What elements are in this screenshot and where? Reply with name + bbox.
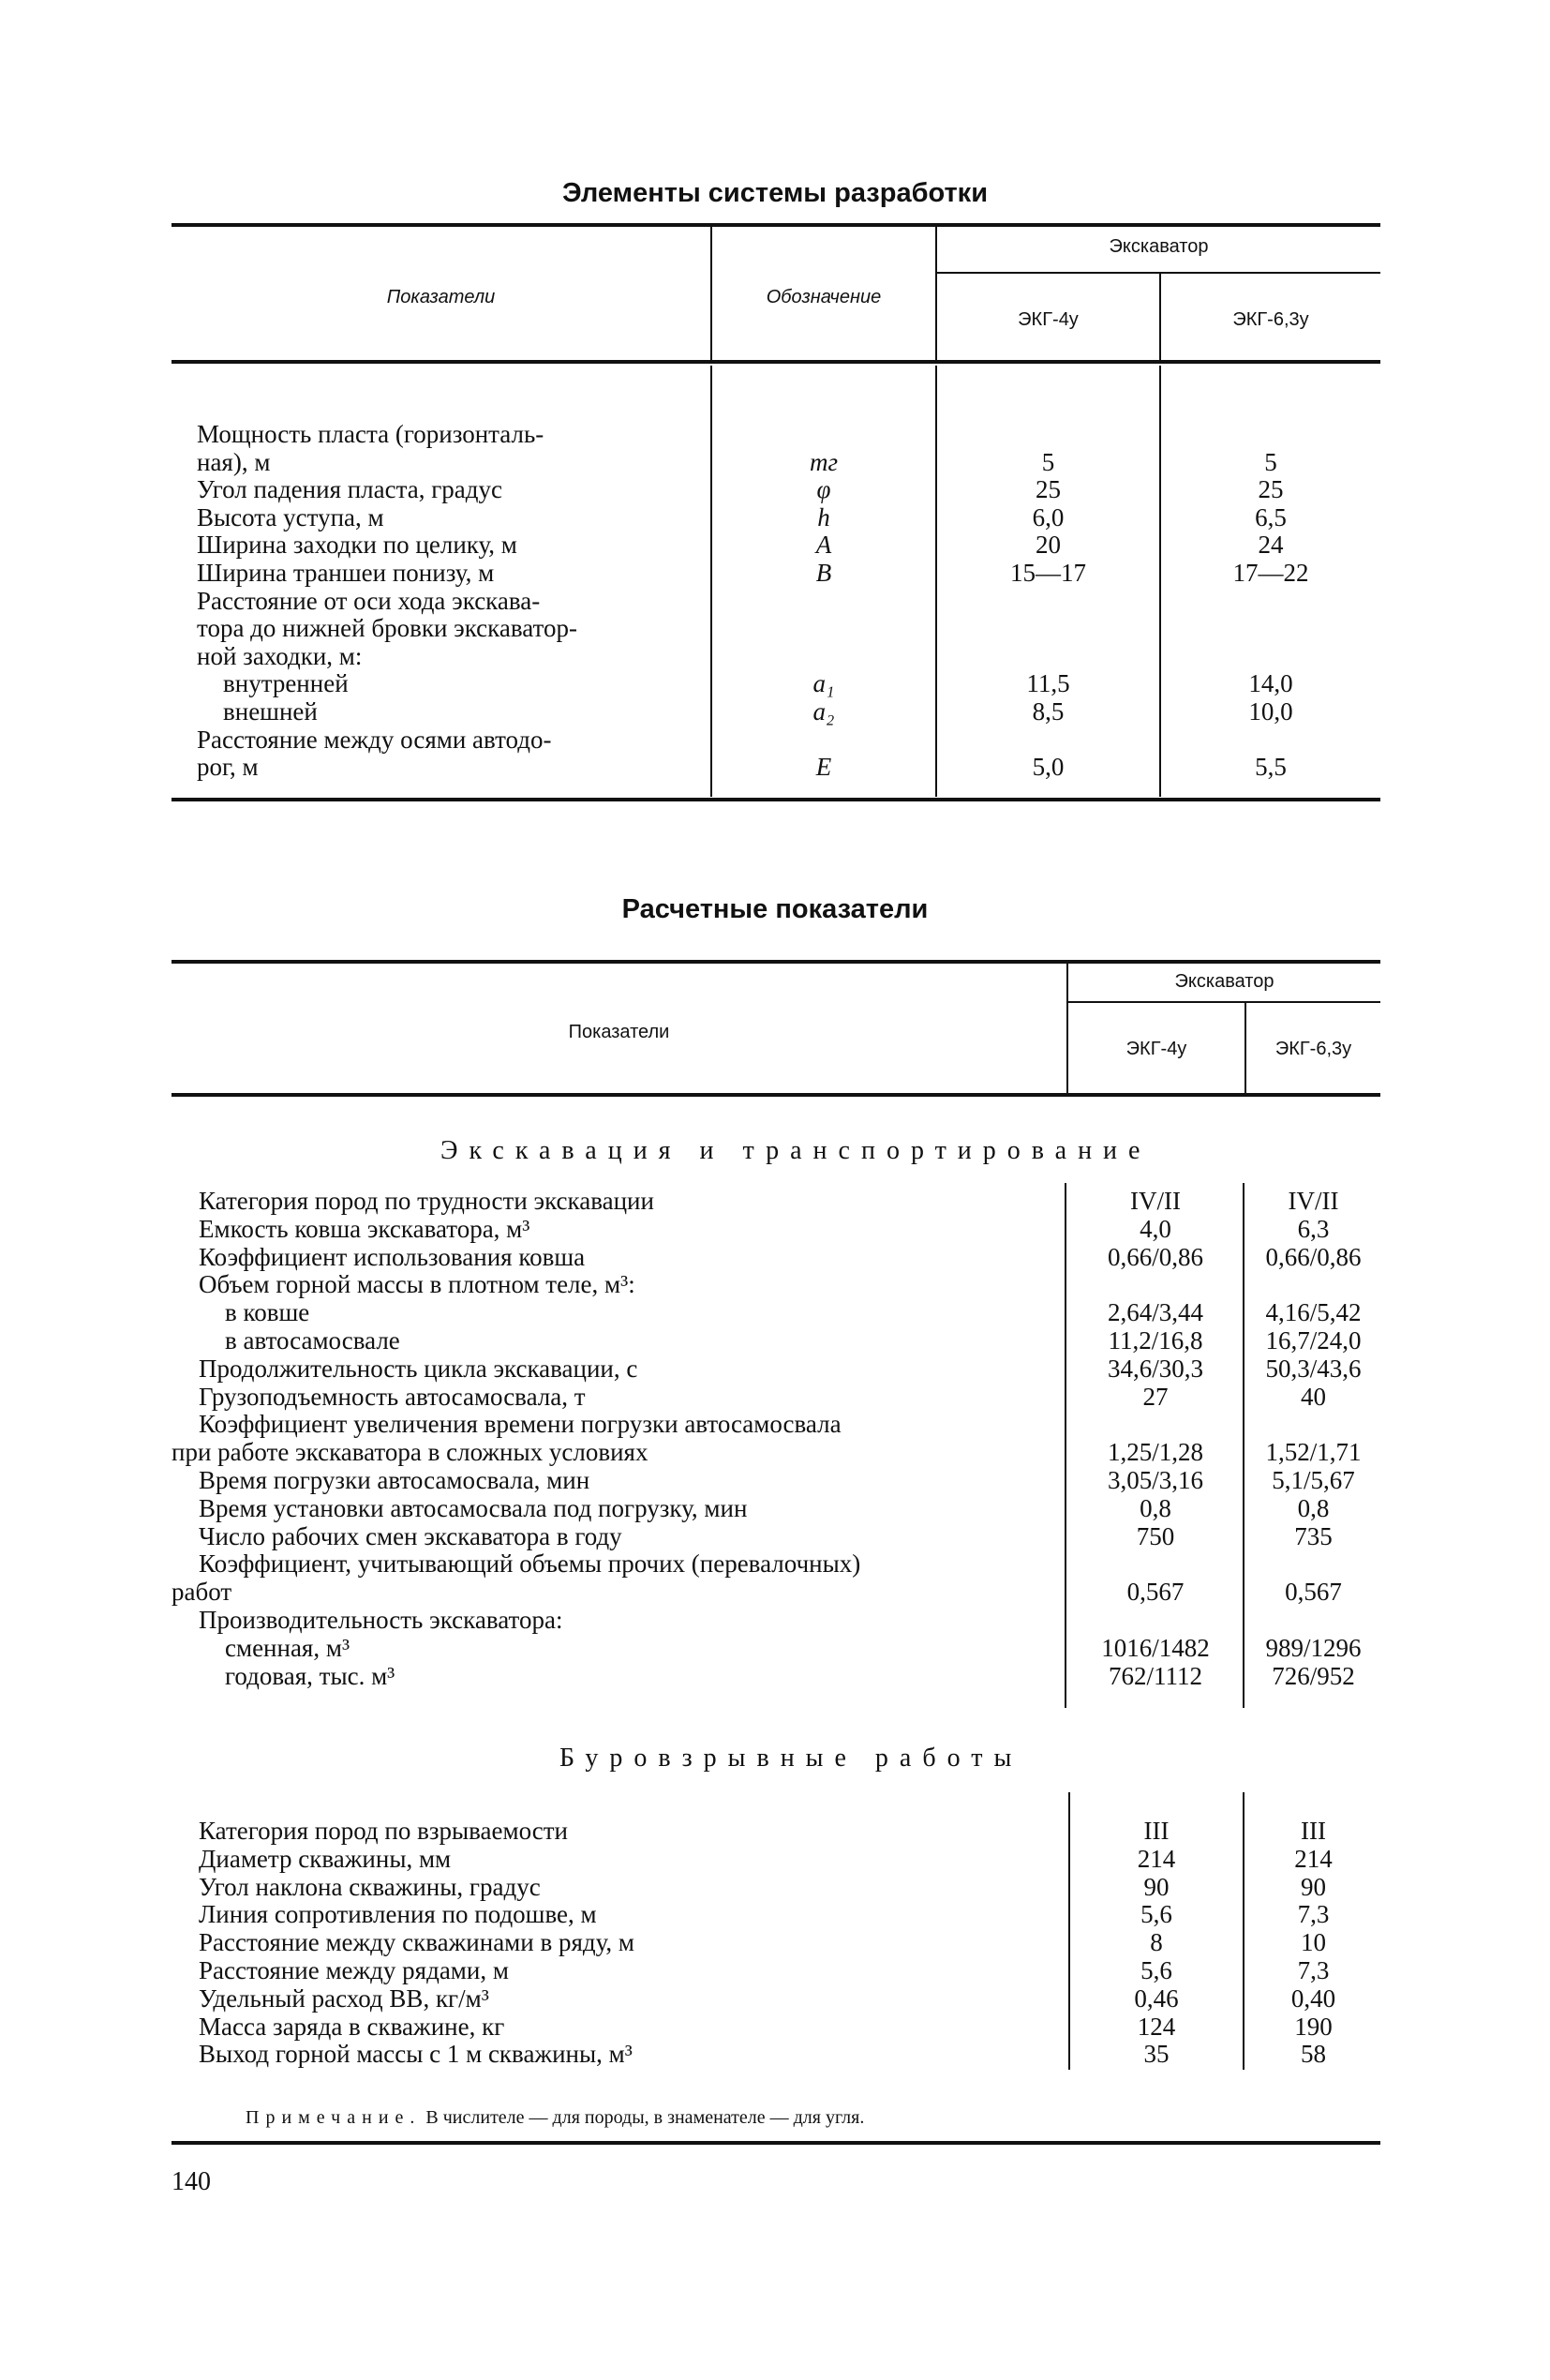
table2-s1-row-label: Время установки автосамосвала под погрузку, мин bbox=[199, 1493, 748, 1522]
table1-row-label: внешней bbox=[223, 697, 318, 726]
table2-s1-row-ekg63: 1,52/1,71 bbox=[1265, 1438, 1362, 1467]
table2-s1-row-ekg63: 5,1/5,67 bbox=[1272, 1466, 1355, 1494]
table1-row-ekg4: 11,5 bbox=[1026, 669, 1070, 698]
table2-s1-row-label: Коэффициент, учитывающий объемы прочих (перевалочных) bbox=[199, 1549, 861, 1579]
table2-s1-row-ekg4: 0,8 bbox=[1140, 1493, 1171, 1522]
table2-s1-row-ekg63: 6,3 bbox=[1297, 1214, 1330, 1243]
table2-s1-row-label: в ковше bbox=[225, 1298, 310, 1327]
table1-title: Элементы системы разработки bbox=[561, 178, 989, 208]
table2-s1-row-ekg4: 4,0 bbox=[1140, 1214, 1171, 1243]
section-excavation-title: Экскавация и транспортирование bbox=[440, 1136, 1152, 1165]
table2-s1-row-ekg4: 1,25/1,28 bbox=[1107, 1438, 1203, 1467]
table2-top-rule bbox=[171, 960, 1380, 964]
note bbox=[246, 2107, 864, 2129]
table1-row-ekg4: 5 bbox=[1041, 447, 1055, 476]
table2-s2-row-ekg4: 5,6 bbox=[1140, 1900, 1172, 1929]
table1-row-symbol: А bbox=[815, 531, 832, 560]
table2-s1-row-ekg63: 989/1296 bbox=[1265, 1633, 1362, 1662]
table1-row-label: ная), м bbox=[197, 447, 271, 476]
table1-row-ekg63: 17—22 bbox=[1232, 559, 1309, 587]
table2-s2-row-ekg63: 190 bbox=[1294, 2012, 1333, 2041]
table2-s2-row-ekg4: III bbox=[1143, 1817, 1170, 1845]
table2-s1-row-label: Объем горной массы в плотном теле, м³: bbox=[199, 1270, 635, 1299]
table1-row-ekg63: 10,0 bbox=[1248, 697, 1293, 726]
table2-s2-row-label: Линия сопротивления по подошве, м bbox=[199, 1900, 597, 1929]
table2-s2-row-ekg63: 7,3 bbox=[1297, 1956, 1330, 1984]
table1-row-symbol: φ bbox=[816, 475, 831, 504]
table1-row-label: Ширина траншеи понизу, м bbox=[197, 559, 495, 587]
table1-bottom-rule bbox=[171, 798, 1380, 801]
table2-s1-row-ekg4: 34,6/30,3 bbox=[1107, 1354, 1203, 1383]
page-number: 140 bbox=[171, 2167, 211, 2196]
table2-s1-row-label: Производительность экскаватора: bbox=[199, 1606, 563, 1634]
table2-col-ekg4: ЭКГ-4у bbox=[1125, 1039, 1187, 1059]
table2-s2-row-ekg63: 58 bbox=[1301, 2040, 1326, 2069]
table1-row-ekg4: 6,0 bbox=[1032, 502, 1065, 531]
table1-row-ekg63: 24 bbox=[1258, 531, 1284, 560]
table1-row-symbol: h bbox=[817, 502, 830, 531]
table1-row-ekg63: 14,0 bbox=[1248, 669, 1293, 698]
table2-s1-row-ekg63: 0,8 bbox=[1297, 1493, 1330, 1522]
table1-row-ekg4: 20 bbox=[1036, 531, 1061, 560]
note-text: В числителе — для породы, в знаменателе — для угля. bbox=[425, 2107, 865, 2128]
table1-row-label: Угол падения пласта, градус bbox=[197, 475, 503, 504]
table1-row-ekg63: 5,5 bbox=[1255, 753, 1287, 782]
table2-s2-row-ekg4: 124 bbox=[1137, 2012, 1176, 2041]
table2-s1-row-label: Емкость ковша экскаватора, м³ bbox=[199, 1214, 530, 1243]
table2-header-rule bbox=[171, 1093, 1380, 1097]
table1-row-symbol: a₁ bbox=[812, 669, 835, 698]
table2-s2-row-ekg63: 0,40 bbox=[1290, 1983, 1336, 2013]
table2-col-indicator: Показатели bbox=[568, 1022, 670, 1042]
table2-s1-row-ekg4: IV/II bbox=[1130, 1187, 1181, 1215]
table2-s2-row-label: Категория пород по взрываемости bbox=[199, 1817, 569, 1845]
table2-s2-row-ekg4: 214 bbox=[1137, 1844, 1176, 1873]
table1-row-ekg4: 25 bbox=[1036, 475, 1061, 504]
table2-s1-row-ekg63: IV/II bbox=[1288, 1187, 1339, 1215]
table1-row-label: Высота уступа, м bbox=[197, 502, 384, 531]
table2-s1-row-ekg63: 50,3/43,6 bbox=[1265, 1354, 1362, 1383]
table2-s2-row-label: Угол наклона скважины, градус bbox=[199, 1872, 541, 1901]
table2-s2-row-ekg4: 8 bbox=[1150, 1928, 1163, 1957]
table2-s1-vline-2 bbox=[1243, 1183, 1244, 1708]
table2-title: Расчетные показатели bbox=[621, 894, 929, 924]
table1-col-ekg4: ЭКГ-4у bbox=[1018, 309, 1079, 330]
table2-s2-row-ekg4: 0,46 bbox=[1134, 1983, 1179, 2013]
table1-col-excavator: Экскаватор bbox=[1109, 236, 1209, 257]
table2-s2-row-ekg4: 35 bbox=[1143, 2040, 1170, 2069]
table2-s2-row-label: Масса заряда в скважине, кг bbox=[199, 2012, 505, 2041]
table1-subheader-rule bbox=[935, 272, 1380, 274]
table1-row-symbol: В bbox=[815, 559, 832, 587]
table2-subheader-rule bbox=[1066, 1001, 1380, 1003]
table1-row-ekg4: 5,0 bbox=[1032, 753, 1065, 782]
table1-row-ekg4: 15—17 bbox=[1010, 559, 1086, 587]
table2-s1-vline-1 bbox=[1065, 1183, 1066, 1708]
table2-s1-row-ekg63: 40 bbox=[1301, 1382, 1326, 1411]
table2-s1-row-ekg63: 0,66/0,86 bbox=[1265, 1242, 1362, 1271]
table2-s2-row-label: Выход горной массы с 1 м скважины, м³ bbox=[199, 2040, 633, 2069]
table1-row-symbol: Е bbox=[815, 753, 832, 782]
table2-s1-row-label: Коэффициент увеличения времени погрузки автосамосвала bbox=[199, 1410, 842, 1439]
table2-s2-row-ekg63: 214 bbox=[1294, 1844, 1333, 1873]
table2-s2-row-ekg4: 5,6 bbox=[1140, 1956, 1172, 1984]
page-bottom-rule bbox=[171, 2141, 1380, 2145]
table1-row-label: рог, м bbox=[197, 753, 259, 782]
table2-s2-row-ekg63: 10 bbox=[1301, 1928, 1326, 1957]
table1-row-ekg63: 25 bbox=[1258, 475, 1284, 504]
table2-s2-row-label: Диаметр скважины, мм bbox=[199, 1844, 452, 1873]
table2-s2-row-label: Расстояние между скважинами в ряду, м bbox=[199, 1928, 634, 1957]
table2-s1-row-ekg63: 735 bbox=[1294, 1521, 1333, 1550]
table2-s1-row-ekg4: 0,567 bbox=[1126, 1578, 1185, 1607]
table2-s1-row-label: сменная, м³ bbox=[225, 1633, 350, 1662]
table2-s1-row-label: при работе экскаватора в сложных условиях bbox=[171, 1438, 648, 1467]
section-blasting-title: Буровзрывные работы bbox=[559, 1744, 1023, 1773]
table1-row-label: ной заходки, м: bbox=[197, 641, 363, 670]
table2-s1-row-label: Продолжительность цикла экскавации, с bbox=[199, 1354, 638, 1383]
table2-s1-row-ekg4: 0,66/0,86 bbox=[1107, 1242, 1203, 1271]
table1-row-label: Мощность пласта (горизонталь- bbox=[197, 420, 544, 448]
table2-s1-row-ekg4: 3,05/3,16 bbox=[1107, 1466, 1203, 1494]
table2-s1-row-label: Число рабочих смен экскаватора в году bbox=[199, 1521, 622, 1550]
table1-row-label: тора до нижней бровки экскаватор- bbox=[197, 614, 577, 643]
table2-s1-row-ekg63: 726/952 bbox=[1272, 1661, 1355, 1690]
table2-s2-row-label: Удельный расход ВВ, кг/м³ bbox=[199, 1983, 489, 2013]
table2-s1-row-label: годовая, тыс. м³ bbox=[225, 1661, 395, 1690]
table2-col-ekg63: ЭКГ-6,3у bbox=[1274, 1039, 1352, 1059]
table1-row-symbol: mг bbox=[809, 447, 839, 476]
table2-s1-row-ekg63: 0,567 bbox=[1285, 1578, 1342, 1607]
table2-s1-row-ekg63: 16,7/24,0 bbox=[1265, 1326, 1362, 1355]
table2-s1-row-label: Коэффициент использования ковша bbox=[199, 1242, 586, 1271]
table2-s2-row-ekg63: 7,3 bbox=[1297, 1900, 1330, 1929]
table1-col-indicator: Показатели bbox=[386, 287, 496, 307]
table1-row-ekg63: 5 bbox=[1264, 447, 1277, 476]
table1-header-rule bbox=[171, 360, 1380, 364]
table2-s1-row-label: в автосамосвале bbox=[225, 1326, 400, 1355]
table1-col-symbol: Обозначение bbox=[766, 287, 882, 307]
table2-s2-row-ekg63: III bbox=[1301, 1817, 1326, 1845]
table2-s2-row-ekg63: 90 bbox=[1301, 1872, 1326, 1901]
table2-s1-row-ekg4: 750 bbox=[1136, 1521, 1175, 1550]
table1-top-rule bbox=[171, 223, 1380, 227]
table2-col-excavator: Экскаватор bbox=[1174, 971, 1274, 992]
table2-s1-row-ekg4: 762/1112 bbox=[1109, 1661, 1202, 1690]
table2-s1-row-ekg63: 4,16/5,42 bbox=[1265, 1298, 1362, 1327]
table1-row-label: Расстояние от оси хода экскава- bbox=[197, 586, 541, 615]
table1-row-label: Ширина заходки по целику, м bbox=[197, 531, 517, 560]
table2-s2-row-label: Расстояние между рядами, м bbox=[199, 1956, 509, 1984]
note-prefix: Примечание. bbox=[246, 2107, 422, 2128]
table1-row-ekg4: 8,5 bbox=[1032, 697, 1065, 726]
table2-s2-row-ekg4: 90 bbox=[1143, 1872, 1170, 1901]
table1-col-ekg63: ЭКГ-6,3у bbox=[1232, 309, 1309, 330]
table2-s1-row-label: Время погрузки автосамосвала, мин bbox=[199, 1466, 590, 1494]
table1-row-symbol: a₂ bbox=[812, 697, 835, 726]
table2-s1-row-ekg4: 27 bbox=[1142, 1382, 1169, 1411]
table2-s1-row-ekg4: 11,2/16,8 bbox=[1108, 1326, 1203, 1355]
table1-row-label: Расстояние между осями автодо- bbox=[197, 725, 552, 754]
table2-s1-row-ekg4: 1016/1482 bbox=[1101, 1633, 1210, 1662]
table2-s1-row-label: Категория пород по трудности экскавации bbox=[199, 1187, 654, 1215]
table2-s1-row-label: работ bbox=[171, 1578, 232, 1607]
table2-s1-row-ekg4: 2,64/3,44 bbox=[1107, 1298, 1203, 1327]
table2-s1-row-label: Грузоподъемность автосамосвала, т bbox=[199, 1382, 586, 1411]
table1-row-ekg63: 6,5 bbox=[1255, 502, 1287, 531]
table2-s2-vline-2 bbox=[1243, 1792, 1244, 2070]
table1-row-label: внутренней bbox=[223, 669, 349, 698]
